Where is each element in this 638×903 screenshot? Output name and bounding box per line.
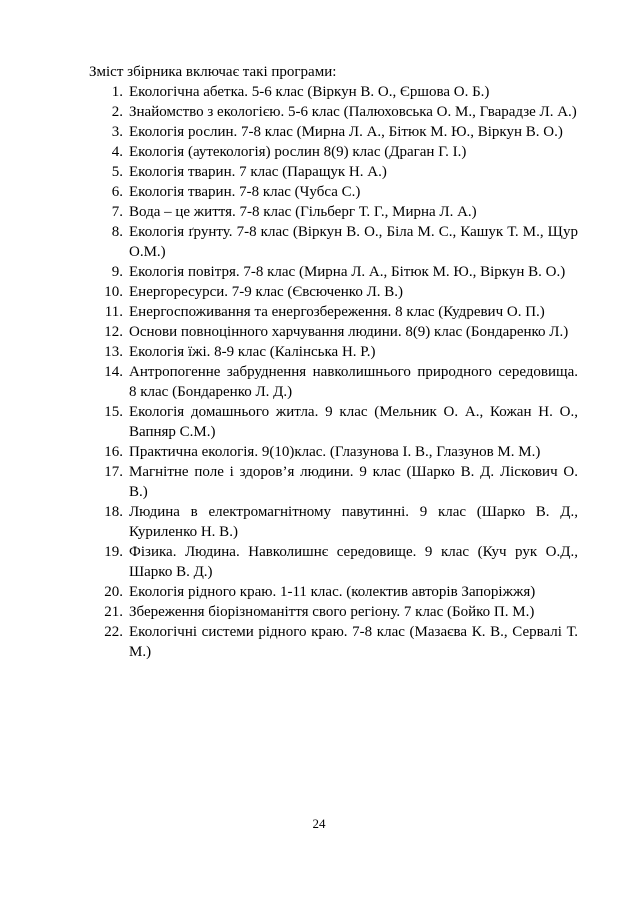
item-number: 6. bbox=[111, 184, 123, 200]
item-text: Антропогенне забруднення навколишнього природного середовища. 8 клас (Бондаренко Л. Д.) bbox=[129, 364, 578, 400]
item-text: Людина в електромагнітному павутинні. 9 клас (Шарко В. Д., Куриленко Н. В.) bbox=[129, 504, 578, 540]
item-text: Екологія тварин. 7 клас (Паращук Н. А.) bbox=[129, 164, 387, 180]
item-number: 10. bbox=[104, 284, 123, 300]
item-number: 5. bbox=[111, 164, 123, 180]
program-list bbox=[89, 82, 578, 662]
list-item bbox=[89, 342, 578, 362]
item-text: Практична екологія. 9(10)клас. (Глазунова І. В., Глазунов М. М.) bbox=[129, 444, 541, 460]
item-text: Екологія ґрунту. 7-8 клас (Віркун В. О., Біла М. С., Кашук Т. М., Щур О.М.) bbox=[129, 224, 578, 260]
list-item bbox=[89, 502, 578, 542]
item-text: Енергоспоживання та енергозбереження. 8 клас (Кудревич О. П.) bbox=[129, 304, 545, 320]
list-item bbox=[89, 402, 578, 442]
list-item bbox=[89, 182, 578, 202]
item-text: Основи повноцінного харчування людини. 8(9) клас (Бондаренко Л.) bbox=[129, 324, 569, 340]
item-text: Екологія (аутекологія) рослин 8(9) клас (Драган Г. І.) bbox=[129, 144, 467, 160]
item-number: 1. bbox=[111, 84, 123, 100]
list-item bbox=[89, 362, 578, 402]
list-item bbox=[89, 222, 578, 262]
list-item bbox=[89, 122, 578, 142]
item-number: 22. bbox=[104, 624, 123, 640]
item-number: 20. bbox=[104, 584, 123, 600]
item-number: 15. bbox=[104, 404, 123, 420]
item-text: Енергоресурси. 7-9 клас (Євсюченко Л. В.) bbox=[129, 284, 403, 300]
item-text: Збереження біорізноманіття свого регіону. 7 клас (Бойко П. М.) bbox=[129, 604, 535, 620]
item-text: Вода – це життя. 7-8 клас (Гільберг Т. Г., Мирна Л. А.) bbox=[129, 204, 477, 220]
item-number: 9. bbox=[111, 264, 123, 280]
list-item bbox=[89, 542, 578, 582]
list-item bbox=[89, 262, 578, 282]
list-item bbox=[89, 202, 578, 222]
list-item bbox=[89, 582, 578, 602]
item-number: 17. bbox=[104, 464, 123, 480]
item-text: Екологічна абетка. 5-6 клас (Віркун В. О., Єршова О. Б.) bbox=[129, 84, 490, 100]
item-text: Фізика. Людина. Навколишнє середовище. 9 клас (Куч рук О.Д., Шарко В. Д.) bbox=[129, 544, 578, 580]
item-number: 13. bbox=[104, 344, 123, 360]
list-item bbox=[89, 462, 578, 502]
item-text: Знайомство з екологією. 5-6 клас (Палюховська О. М., Гварадзе Л. А.) bbox=[129, 104, 577, 120]
item-text: Екологія рослин. 7-8 клас (Мирна Л. А., Бітюк М. Ю., Віркун В. О.) bbox=[129, 124, 563, 140]
list-item bbox=[89, 102, 578, 122]
item-text: Екологія тварин. 7-8 клас (Чубса С.) bbox=[129, 184, 361, 200]
item-number: 14. bbox=[104, 364, 123, 380]
document-page bbox=[89, 62, 578, 662]
list-item bbox=[89, 162, 578, 182]
item-text: Екологія їжі. 8-9 клас (Калінська Н. Р.) bbox=[129, 344, 376, 360]
list-item bbox=[89, 282, 578, 302]
list-item bbox=[89, 322, 578, 342]
item-number: 21. bbox=[104, 604, 123, 620]
item-text: Екологія рідного краю. 1-11 клас. (колектив авторів Запоріжжя) bbox=[129, 584, 536, 600]
intro-text: Зміст збірника включає такі програми: bbox=[89, 64, 337, 80]
item-number: 2. bbox=[111, 104, 123, 120]
list-item bbox=[89, 602, 578, 622]
item-number: 18. bbox=[104, 504, 123, 520]
page-number: 24 bbox=[312, 816, 326, 831]
list-item bbox=[89, 302, 578, 322]
list-item bbox=[89, 622, 578, 662]
item-number: 7. bbox=[111, 204, 123, 220]
item-number: 4. bbox=[111, 144, 123, 160]
item-number: 3. bbox=[111, 124, 123, 140]
item-number: 16. bbox=[104, 444, 123, 460]
item-number: 8. bbox=[111, 224, 123, 240]
item-number: 12. bbox=[104, 324, 123, 340]
item-text: Екологія домашнього житла. 9 клас (Мельник О. А., Кожан Н. О., Вапняр С.М.) bbox=[129, 404, 578, 440]
list-item bbox=[89, 442, 578, 462]
item-number: 11. bbox=[104, 304, 123, 320]
list-item bbox=[89, 82, 578, 102]
list-item bbox=[89, 142, 578, 162]
item-text: Екологічні системи рідного краю. 7-8 клас (Мазаєва К. В., Сервалі Т. М.) bbox=[129, 624, 578, 660]
item-number: 19. bbox=[104, 544, 123, 560]
item-text: Магнітне поле і здоров’я людини. 9 клас (Шарко В. Д. Ліскович О. В.) bbox=[129, 464, 578, 500]
item-text: Екологія повітря. 7-8 клас (Мирна Л. А., Бітюк М. Ю., Віркун В. О.) bbox=[129, 264, 566, 280]
